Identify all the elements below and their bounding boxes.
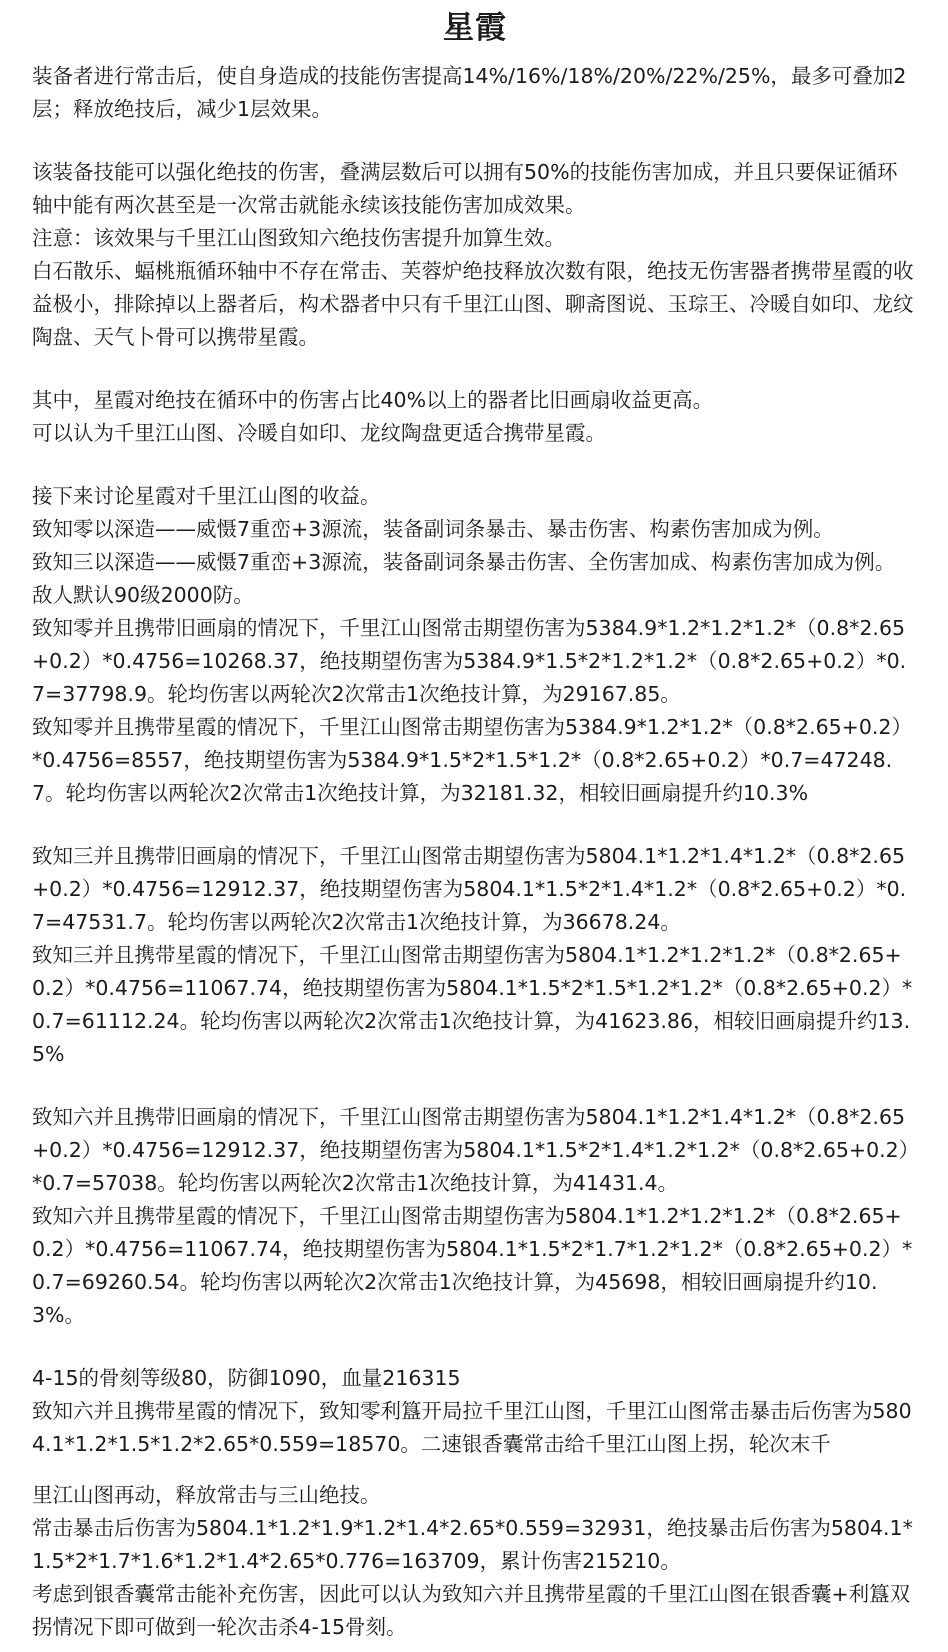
paragraph-gap: [32, 810, 918, 840]
paragraph-boss-damage: 常击暴击后伤害为5804.1*1.2*1.9*1.2*1.4*2.65*0.559=32931，绝技暴击后伤害为5804.1*1.5*2*1.7*1.6*1.2*1.4*2.65*0.776=163709，累计伤害215210。: [32, 1516, 913, 1573]
paragraph-calc-0-xingxia: 致知零并且携带星霞的情况下，千里江山图常击期望伤害为5384.9*1.2*1.2*（0.8*2.65+0.2）*0.4756=8557，绝技期望伤害为5384.9*1.5*2*1.5*1.2*（0.8*2.65+0.2）*0.7=47248.7。轮均伤害以两轮次2次常击1次绝技计算，为32181.32，相较旧画扇提升约10.3%: [32, 715, 912, 805]
paragraph-gap: [32, 1332, 918, 1362]
paragraph-analysis: 该装备技能可以强化绝技的伤害，叠满层数后可以拥有50%的技能伤害加成，并且只要保证循环轴中能有两次甚至是一次常击就能永续该技能伤害加成效果。: [32, 160, 898, 217]
paragraph-exclusion: 白石散乐、蝠桃瓶循环轴中不存在常击、芙蓉炉绝技释放次数有限，绝技无伤害器者携带星霞的收益极小，排除掉以上器者后，构术器者中只有千里江山图、聊斋图说、玉琮王、冷暖自如印、龙纹陶盘、天气卜骨可以携带星霞。: [32, 259, 914, 349]
paragraph-calc-6-old-fan: 致知六并且携带旧画扇的情况下，千里江山图常击期望伤害为5804.1*1.2*1.4*1.2*（0.8*2.65+0.2）*0.4756=12912.37，绝技期望伤害为5804.1*1.5*2*1.4*1.2*1.2*（0.8*2.65+0.2）*0.7=57038。轮均伤害以两轮次2次常击1次绝技计算，为41431.4。: [32, 1105, 909, 1195]
document-title: 星霞: [443, 10, 507, 46]
paragraph-calc-6-xingxia: 致知六并且携带星霞的情况下，千里江山图常击期望伤害为5804.1*1.2*1.2*1.2*（0.8*2.65+0.2）*0.4756=11067.74，绝技期望伤害为5804.1*1.5*2*1.7*1.2*1.2*（0.8*2.65+0.2）*0.7=69260.54。轮均伤害以两轮次2次常击1次绝技计算，为45698，相较旧画扇提升约10.3%。: [32, 1204, 913, 1327]
paragraph-conclusion: 考虑到银香囊常击能补充伤害，因此可以认为致知六并且携带星霞的千里江山图在银香囊+利簋双拐情况下即可做到一轮次击杀4-15骨刻。: [32, 1582, 911, 1639]
paragraph-comparison: 其中，星霞对绝技在循环中的伤害占比40%以上的器者比旧画扇收益更高。: [32, 388, 714, 412]
paragraph-note: 注意：该效果与千里江山图致知六绝技伤害提升加算生效。: [32, 226, 565, 250]
paragraph-gap: [32, 1461, 918, 1479]
paragraph-recommendation: 可以认为千里江山图、冷暖自如印、龙纹陶盘更适合携带星霞。: [32, 421, 606, 445]
paragraph-gap: [32, 354, 918, 384]
paragraph-gap: [32, 450, 918, 480]
paragraph-calc-3-old-fan: 致知三并且携带旧画扇的情况下，千里江山图常击期望伤害为5804.1*1.2*1.4*1.2*（0.8*2.65+0.2）*0.4756=12912.37，绝技期望伤害为5804.1*1.5*2*1.4*1.2*（0.8*2.65+0.2）*0.7=47531.7。轮均伤害以两轮次2次常击1次绝技计算，为36678.24。: [32, 844, 907, 934]
paragraph-setup-3: 致知三以深造——威慑7重峦+3源流，装备副词条暴击伤害、全伤害加成、构素伤害加成为例。: [32, 550, 896, 574]
paragraph-intro: 接下来讨论星霞对千里江山图的收益。: [32, 484, 381, 508]
paragraph-enemy: 敌人默认90级2000防。: [32, 583, 254, 607]
paragraph-boss-sim: 致知六并且携带星霞的情况下，致知零利簋开局拉千里江山图，千里江山图常击暴击后伤害为5804.1*1.2*1.5*1.2*2.65*0.559=18570。二速银香囊常击给千里江山图上拐，轮次末千: [32, 1399, 912, 1456]
paragraph-effect: 装备者进行常击后，使自身造成的技能伤害提高14%/16%/18%/20%/22%/25%，最多可叠加2层；释放绝技后，减少1层效果。: [32, 64, 907, 121]
paragraph-calc-3-xingxia: 致知三并且携带星霞的情况下，千里江山图常击期望伤害为5804.1*1.2*1.2*1.2*（0.8*2.65+0.2）*0.4756=11067.74，绝技期望伤害为5804.1*1.5*2*1.5*1.2*1.2*（0.8*2.65+0.2）*0.7=61112.24。轮均伤害以两轮次2次常击1次绝技计算，为41623.86，相较旧画扇提升约13.5%: [32, 943, 913, 1066]
paragraph-gap: [32, 1071, 918, 1101]
paragraph-boss-sim-cont: 里江山图再动，释放常击与三山绝技。: [32, 1483, 381, 1507]
paragraph-calc-0-old-fan: 致知零并且携带旧画扇的情况下，千里江山图常击期望伤害为5384.9*1.2*1.2*1.2*（0.8*2.65+0.2）*0.4756=10268.37，绝技期望伤害为5384.9*1.5*2*1.2*1.2*（0.8*2.65+0.2）*0.7=37798.9。轮均伤害以两轮次2次常击1次绝技计算，为29167.85。: [32, 616, 907, 706]
paragraph-boss-stats: 4-15的骨刻等级80，防御1090，血量216315: [32, 1366, 461, 1390]
paragraph-gap: [32, 126, 918, 156]
paragraph-setup-0: 致知零以深造——威慑7重峦+3源流，装备副词条暴击、暴击伤害、构素伤害加成为例。: [32, 517, 834, 541]
